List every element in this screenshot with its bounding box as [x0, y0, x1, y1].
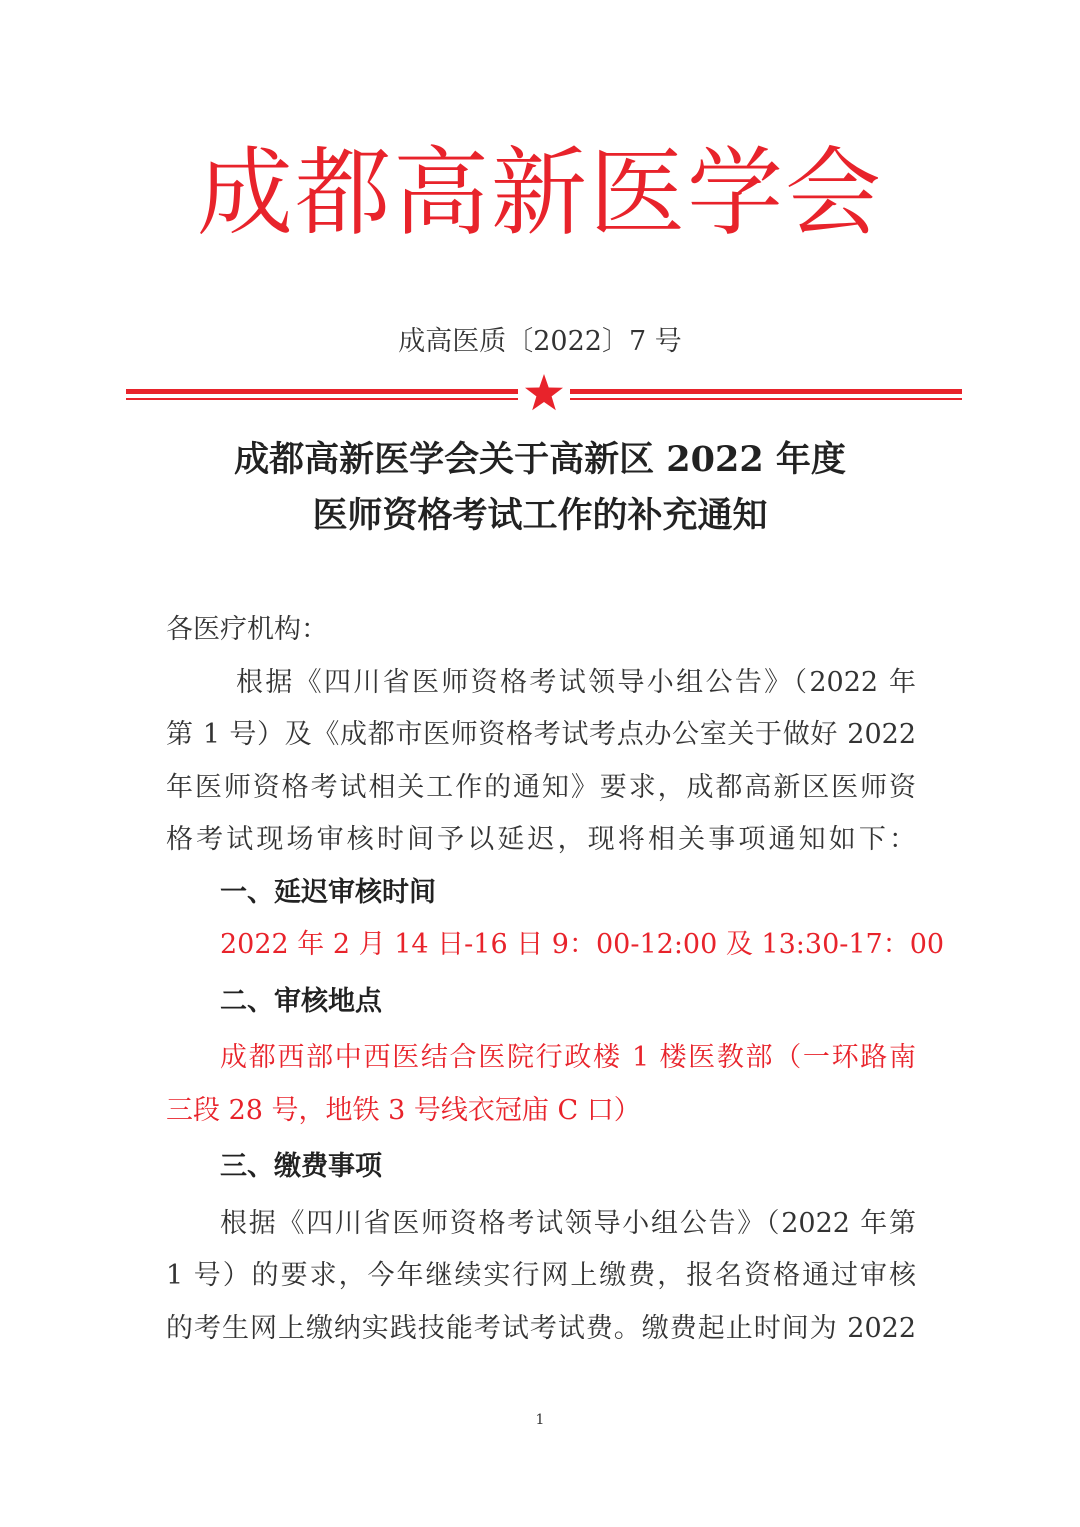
title-line-2: 医师资格考试工作的补充通知: [312, 495, 768, 536]
org-header: 成都高新医学会: [197, 137, 883, 249]
intro-line: 根据《四川省医师资格考试领导小组公告》（2022 年: [236, 666, 916, 698]
payment-line: 的考生网上缴纳实践技能考试考试费。缴费起止时间为 2022: [166, 1312, 916, 1344]
section-heading-2: 二、审核地点: [220, 985, 382, 1017]
intro-line: 第 1 号）及《成都市医师资格考试考点办公室关于做好 2022: [166, 719, 916, 750]
doc-number: 成高医质〔2022〕7 号: [398, 326, 682, 357]
salutation: 各医疗机构：: [166, 614, 328, 645]
intro-line: 格考试现场审核时间予以延迟，现将相关事项通知如下：: [166, 824, 916, 855]
star-icon: [525, 374, 563, 410]
payment-line: 根据《四川省医师资格考试领导小组公告》（2022 年第: [220, 1207, 916, 1239]
title-line-1: 成都高新医学会关于高新区 2022 年度: [234, 439, 846, 480]
intro-line: 年医师资格考试相关工作的通知》要求，成都高新区医师资: [166, 771, 916, 803]
review-time: 2022 年 2 月 14 日-16 日 9：00-12:00 及 13:30-17：00: [220, 929, 945, 960]
page-number: 1: [535, 1412, 545, 1428]
notice-title: [0, 432, 1080, 544]
review-location-line: 成都西部中西医结合医院行政楼 1 楼医教部（一环路南: [220, 1042, 916, 1073]
review-location-line: 三段 28 号，地铁 3 号线衣冠庙 C 口）: [166, 1094, 641, 1126]
payment-line: 1 号）的要求，今年继续实行网上缴费，报名资格通过审核: [166, 1260, 916, 1291]
notice-body: [166, 604, 945, 1355]
red-divider: [126, 372, 962, 412]
section-heading-3: 三、缴费事项: [220, 1151, 382, 1182]
section-heading-1: 一、延迟审核时间: [220, 876, 436, 908]
